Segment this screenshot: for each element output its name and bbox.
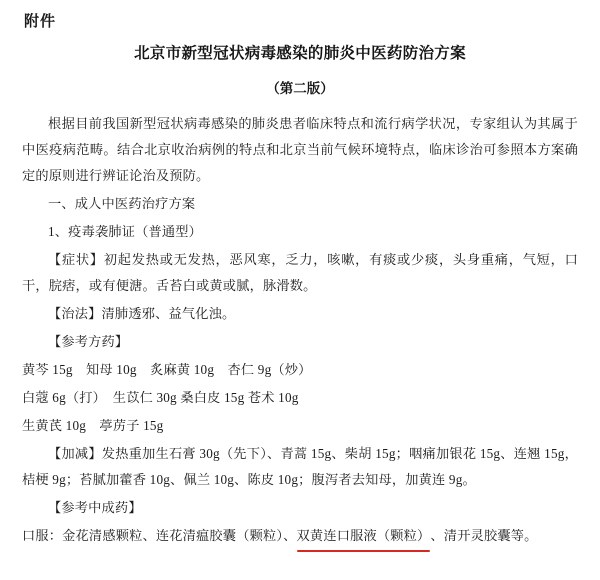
paragraph-intro: 根据目前我国新型冠状病毒感染的肺炎患者临床特点和流行病学状况，专家组认为其属于中医疫病范畴。结合北京收治病例的特点和北京当前气候环境特点，临床诊治可参照本方案确定的原则进行辨证论治及预防。 [22,116,578,183]
formula-line-2: 白蔻 6g（打） 生苡仁 30g 桑白皮 15g 苍术 10g [22,390,299,405]
paragraph-modification: 【加减】发热重加生石膏 30g（先下）、青蒿 15g、柴胡 15g；咽痛加银花 15g、连翘 15g，桔梗 9g；苔腻加藿香 10g、佩兰 10g、陈皮 10g；腹泻者去知母，加黄连 9g。 [22,446,578,487]
document-body [22,111,578,550]
patent-medicine-suffix: 、清开灵胶囊等。 [430,528,538,543]
paragraph-symptoms: 【症状】初起发热或无发热，恶风寒，乏力，咳嗽，有痰或少痰，头身重痛，气短，口干，脘痞，或有便溏。舌苔白或黄或腻，脉滑数。 [22,252,578,293]
paragraph-formula-title: 【参考方药】 [48,334,129,349]
patent-medicine-prefix: 口服：金花清感颗粒、连花清瘟胶囊（颗粒）、 [22,528,297,543]
formula-line-3: 生黄芪 10g 葶苈子 15g [22,418,164,433]
paragraph-treatment: 【治法】清肺透邪、益气化浊。 [48,306,236,321]
attachment-label: 附件 [24,14,57,30]
paragraph-subsection-1: 1、疫毒袭肺证（普通型） [48,224,203,239]
page-title: 北京市新型冠状病毒感染的肺炎中医药防治方案 [134,45,466,62]
highlighted-medicine: 双黄连口服液（颗粒） [297,523,431,550]
formula-line-1: 黄芩 15g 知母 10g 炙麻黄 10g 杏仁 9g（炒） [22,362,312,377]
paragraph-patent-medicine-title: 【参考中成药】 [48,500,142,515]
paragraph-patent-medicine-list [22,523,578,550]
document-subtitle: （第二版） [266,81,334,96]
paragraph-section-1: 一、成人中医药治疗方案 [48,196,196,211]
